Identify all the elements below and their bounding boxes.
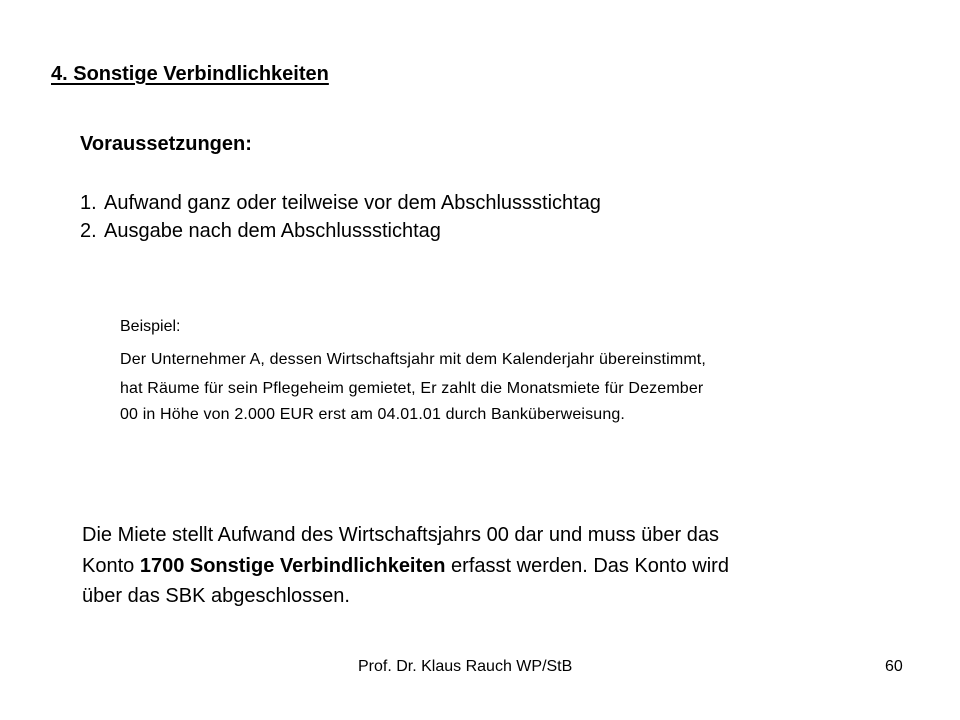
conclusion-text-line bbox=[82, 555, 729, 578]
prerequisite-item bbox=[80, 220, 441, 243]
account-name-emphasis: 1700 Sonstige Verbindlichkeiten bbox=[139, 555, 446, 577]
prerequisite-item bbox=[80, 192, 601, 215]
conclusion-text-line: Die Miete stellt Aufwand des Wirtschaftsjahrs 00 dar und muss über das bbox=[82, 524, 719, 546]
section-heading: 4. Sonstige Verbindlichkeiten bbox=[51, 63, 329, 85]
conclusion-text-line: über das SBK abgeschlossen. bbox=[82, 585, 350, 607]
prerequisite-text: Ausgabe nach dem Abschlussstichtag bbox=[104, 220, 441, 242]
example-text-line: 00 in Höhe von 2.000 EUR erst am 04.01.01 durch Banküberweisung. bbox=[120, 406, 626, 423]
prerequisite-text: Aufwand ganz oder teilweise vor dem Abschlussstichtag bbox=[104, 192, 601, 214]
example-text-line: Der Unternehmer A, dessen Wirtschaftsjahr mit dem Kalenderjahr übereinstimmt, bbox=[120, 351, 706, 368]
prerequisite-number: 2. bbox=[80, 220, 97, 242]
prerequisite-number: 1. bbox=[80, 192, 97, 214]
example-label: Beispiel: bbox=[120, 318, 181, 335]
example-text-line: hat Räume für sein Pflegeheim gemietet, Er zahlt die Monatsmiete für Dezember bbox=[120, 380, 704, 397]
conclusion-text-prefix: Konto bbox=[82, 555, 140, 577]
conclusion-text-suffix: erfasst werden. Das Konto wird bbox=[445, 555, 729, 577]
page-number: 60 bbox=[885, 658, 903, 675]
footer-author: Prof. Dr. Klaus Rauch WP/StB bbox=[358, 658, 573, 675]
prerequisites-heading: Voraussetzungen: bbox=[80, 133, 252, 155]
